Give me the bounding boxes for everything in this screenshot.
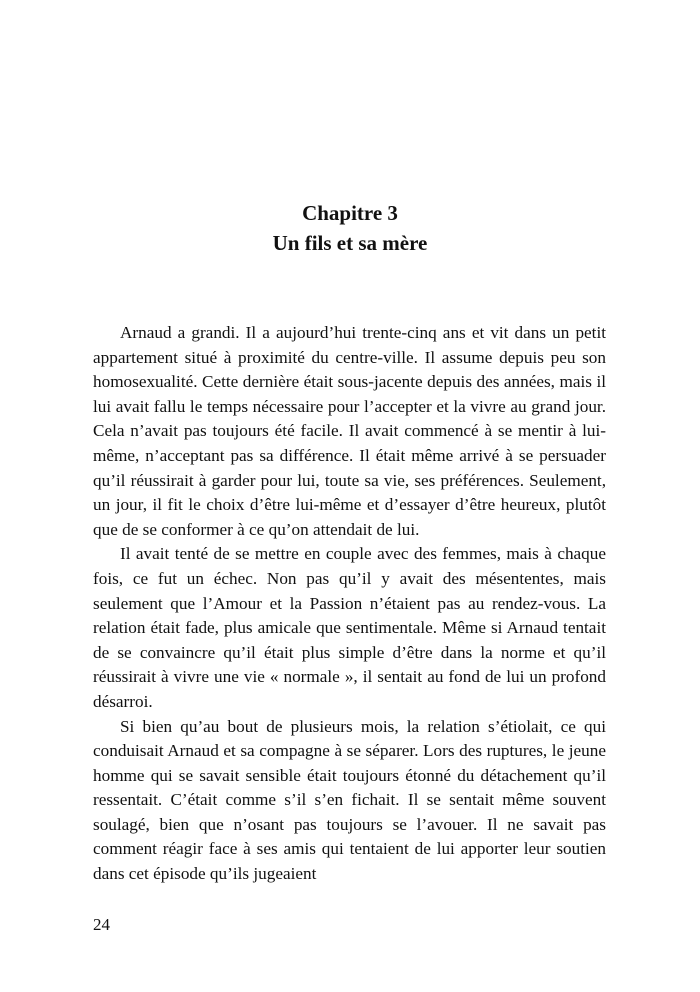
chapter-number: Chapitre 3 [302,201,398,225]
paragraph-3: Si bien qu’au bout de plusieurs mois, la relation s’étiolait, ce qui conduisait Arnaud et sa compagne à se séparer. Lors des ruptures, le jeune homme qui se savait sensible était toujours étonné du détachement qu’il ressentait. C’était comme s’il s’en fichait. Il se sentait même souvent soulagé, bien que n’osant pas toujours se l’avouer. Il ne savait pas comment réagir face à ses amis qui tentaient de lui apporter leur soutien dans cet épisode qu’ils jugeaient [93,716,606,884]
chapter-title: Un fils et sa mère [272,231,428,255]
paragraph-2: Il avait tenté de se mettre en couple avec des femmes, mais à chaque fois, ce fut un échec. Non pas qu’il y avait des mésententes, mais seulement que l’Amour et la Passion n’étaient pas au rendez-vous. La relation était fade, plus amicale que sentimentale. Même si Arnaud tentait de se convaincre qu’il était plus simple d’être dans la norme et qu’il réussirait à vivre une vie « normale », il sentait au fond de lui un profond désarroi. [93,544,606,711]
body-text [93,321,606,887]
paragraph-1: Arnaud a grandi. Il a aujourd’hui trente-cinq ans et vit dans un petit appartement situé à proximité du centre-ville. Il assume depuis peu son homosexualité. Cette dernière était sous-jacente depuis des années, mais il lui avait fallu le temps nécessaire pour l’accepter et la vivre au grand jour. Cela n’avait pas toujours été facile. Il avait commencé à se mentir à lui-même, n’acceptant pas sa différence. Il était même arrivé à se persuader qu’il réussirait à garder pour lui, toute sa vie, ses préférences. Seulement, un jour, il fit le choix d’être lui-même et d’essayer d’être heureux, plutôt que de se conformer à ce qu’on attendait de lui. [93,323,606,539]
page-number: 24 [93,915,110,934]
